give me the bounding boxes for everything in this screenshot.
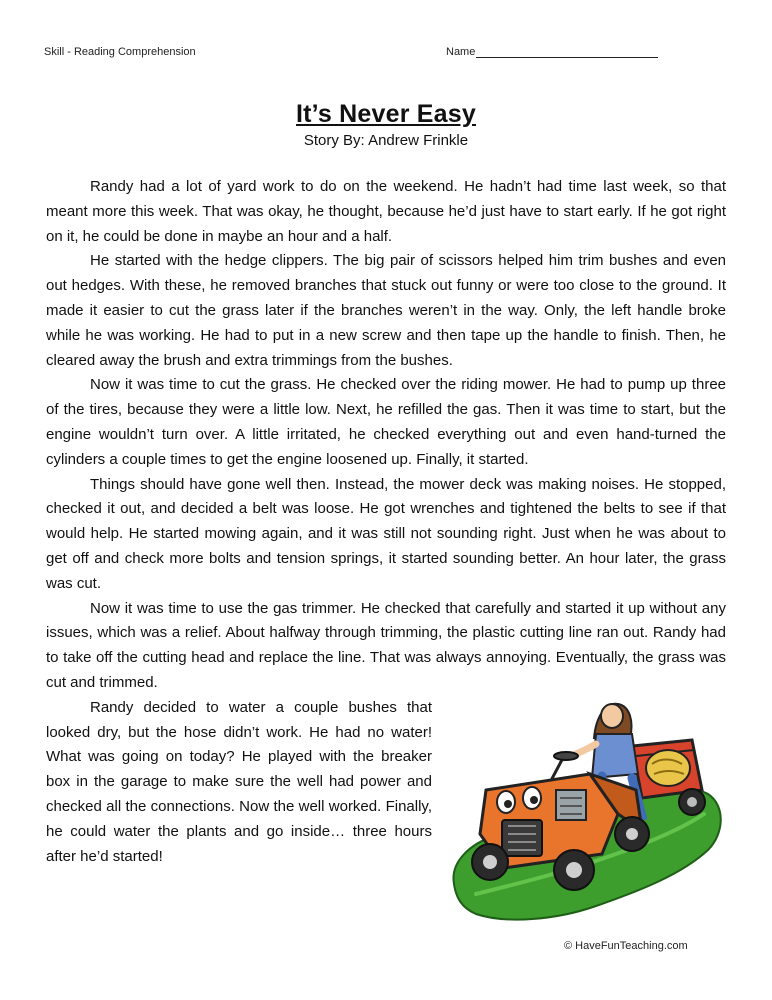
story-paragraph: Now it was time to cut the grass. He checked over the riding mower. He had to pump up three of the tires, because they were a little low. Next, he refilled the gas. Then it was time to start, but the engine wouldn’t turn over. A little irritated, he checked everything out and even hand-turned the cylinders a couple times to get the engine loosened up. Finally, it started. [46, 376, 726, 468]
story-byline: Story By: Andrew Frinkle [303, 132, 469, 149]
worksheet-header [44, 46, 728, 62]
copyright-footer: © HaveFunTeaching.com [564, 940, 688, 952]
story-paragraph: Randy decided to water a couple bushes that looked dry, but the hose didn’t work. He had no water! What was going on today? He played with the breaker box in the garage to make sure the well had power and checked all the connections. Now the well worked. Finally, he could water the plants and go inside… three hours after he’d started! [46, 698, 432, 865]
skill-label: Skill - Reading Comprehension [44, 46, 196, 58]
story-paragraph: Randy had a lot of yard work to do on the weekend. He hadn’t had time last week, so that meant more this week. That was okay, he thought, because he’d just have to start early. If he got right on it, he could be done in maybe an hour and a half. [46, 178, 726, 245]
name-blank-line [476, 46, 658, 58]
story-paragraph: Things should have gone well then. Instead, the mower deck was making noises. He stopped, checked it out, and decided a belt was loose. He got wrenches and tightened the belts to see if that would help. He started mowing again, and it was still not sounding right. Just when he was about to get off and check more bolts and tension springs, it started sounding better. An hour later, the grass was cut. [46, 475, 726, 592]
story-paragraph: Now it was time to use the gas trimmer. He checked that carefully and started it up without any issues, which was a relief. About halfway through trimming, the plastic cutting line ran out. Randy had to take off the cutting head and replace the line. That was always annoying. Eventually, the grass was cut and trimmed. [46, 599, 726, 691]
riding-mower-illustration [446, 694, 728, 926]
name-field [446, 46, 658, 58]
story-paragraph: He started with the hedge clippers. The big pair of scissors helped him trim bushes and even out hedges. With these, he removed branches that stuck out funny or were too close to the ground. It made it easier to cut the grass later if the branches weren’t in the way. Only, the left handle broke while he was working. He had to put in a new screw and then tape up the handle to finish. Then, he cleared away the brush and extra trimmings from the bushes. [46, 252, 726, 369]
story-title: It’s Never Easy [296, 100, 476, 128]
name-label: Name [446, 46, 476, 58]
